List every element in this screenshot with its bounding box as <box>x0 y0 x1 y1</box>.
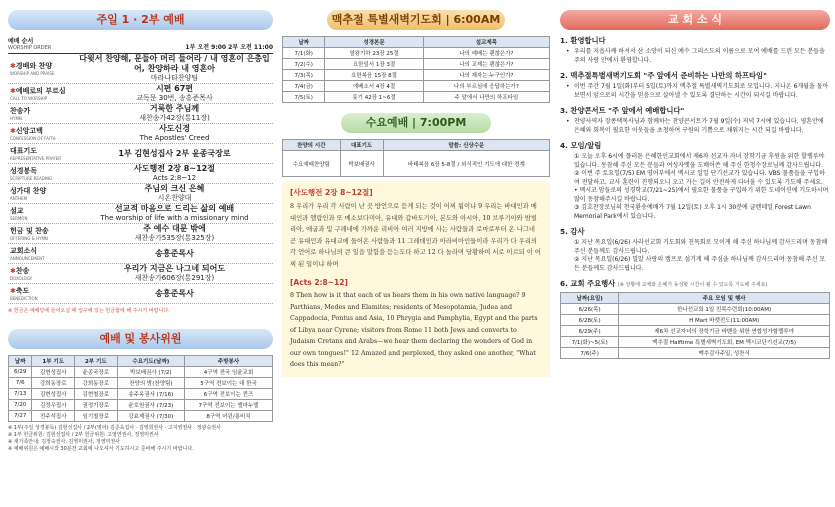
worship-item-sub: 마라나타찬양팀 <box>150 74 199 82</box>
table-row <box>9 378 273 389</box>
table-cell: 8구역 어윈/롱비치 <box>185 411 273 422</box>
worship-item-title: 교회소식 <box>10 247 38 255</box>
worship-item-content <box>76 289 273 299</box>
table-cell: 권정기장로 <box>75 400 118 411</box>
worship-item <box>8 284 273 304</box>
table-header: 대표기도 <box>340 140 383 151</box>
table-cell: 박보배권사 (7/2) <box>117 367 184 378</box>
order-header <box>8 36 273 51</box>
middle-column <box>282 0 550 507</box>
worship-item-en: REPRESENTATIVE PRAYER <box>10 156 62 161</box>
worship-item-label <box>8 86 76 101</box>
worship-item-sub: 새찬송가606장(통291장) <box>134 274 215 282</box>
worship-item-title: ✱예배로의 부르심 <box>10 87 66 95</box>
news-heading-2: 2. 맥추절특별새벽기도회 "주 앞에서 준비하는 나만의 하프타임" <box>560 71 767 80</box>
worship-item-main: 송흥준목사 <box>155 288 194 298</box>
table-cell: 맥추감사주일, 성찬식 <box>619 348 830 359</box>
worship-item-label <box>8 166 76 181</box>
table-header: 주방봉사 <box>185 356 273 367</box>
news-heading-3: 3. 찬양콘서트 "주 앞에서 예배합니다" <box>560 106 685 115</box>
worship-item-sub: Acts 2:8~12 <box>152 174 197 182</box>
scripture-ko-title: [사도행전 2장 8~12절] <box>290 188 373 197</box>
worship-item-title: 헌금 및 찬송 <box>10 227 49 235</box>
worship-item <box>8 164 273 184</box>
worship-item-main: 사도신경 <box>159 124 190 133</box>
table-cell: 7/4(금) <box>283 81 325 92</box>
worship-item-label <box>8 246 76 261</box>
table-cell: 7/2(수) <box>283 59 325 70</box>
table-row <box>283 70 550 81</box>
offering-note: ※ 헌금은 예배당에 들어오실 때 입구에 있는 헌금함에 해 주시기 바랍니다. <box>8 308 170 314</box>
table-cell: 7/6(주) <box>561 348 619 359</box>
table-cell: 강효제권사 (7/30) <box>117 411 184 422</box>
worship-list <box>8 53 273 304</box>
news-heading-1: 1. 환영합니다 <box>560 36 606 45</box>
worship-banner: 주일 1 · 2부 예배 <box>8 10 273 30</box>
table-header: 날짜 <box>283 37 325 48</box>
worship-item <box>8 184 273 204</box>
table-cell: 에베소서 4장 4절 <box>325 81 423 92</box>
worship-item-sub: 시온찬양대 <box>157 194 192 202</box>
star-icon: ✱ <box>10 62 16 70</box>
table-header: 찬양의 시간 <box>283 140 341 151</box>
worship-item-en: HYMN <box>10 116 22 121</box>
worship-item-main: 1부 김현성집사 2부 윤종국장로 <box>118 148 231 158</box>
duty-note: ※ 예배위원은 예배시작 30분전 교회에 나오셔서 기도하시고 준비해 주시기 바랍니다. <box>8 446 194 452</box>
worship-item <box>8 124 273 144</box>
table-header: 1부 기도 <box>32 356 75 367</box>
table-cell: 박보배권사 <box>340 151 383 177</box>
worship-item-label <box>8 186 76 201</box>
table-cell: 나의 부르심에 응답하는가? <box>423 81 549 92</box>
worship-item <box>8 104 273 124</box>
worship-item-main: 송흥준목사 <box>155 248 194 258</box>
table-row <box>9 400 273 411</box>
duty-note: ※ 1부 헌금위원: 김현성집사 / 2부 헌금위원: 고영연권사, 정영미권사 <box>8 432 159 438</box>
star-icon: ✱ <box>10 287 16 295</box>
order-label-en: WORSHIP ORDER <box>8 45 52 51</box>
worship-item-main: 우리가 지금은 나그네 되어도 <box>123 264 226 273</box>
worship-item-label <box>8 226 76 241</box>
worship-item-sub: 새찬송가42장(통11장) <box>139 114 210 122</box>
table-cell: 제6차 선교자녀의 장학기금 바벤을 위한 연합성가할렐루야 <box>619 326 830 337</box>
table-row <box>561 337 830 348</box>
table-cell: 맥추절 Halftime 특별새벽기도회, EM 멕시코단기선교(7/5) <box>619 337 830 348</box>
table-cell: 열왕기하 23장 25절 <box>325 48 423 59</box>
worship-item-main: 사도행전 2장 8~12절 <box>134 164 215 173</box>
worship-item-content <box>76 54 273 83</box>
news-column <box>560 0 830 507</box>
worship-item-title: 대표기도 <box>10 147 38 155</box>
table-cell: 나의 교제는 괜찮은가? <box>423 59 549 70</box>
table-cell: 7/27 <box>9 411 32 422</box>
worship-item-label <box>8 206 76 221</box>
worship-item-title: 성가대 찬양 <box>10 187 47 195</box>
table-cell: 전주석집사 <box>32 411 75 422</box>
duty-banner: 예배 및 봉사위원 <box>8 329 273 349</box>
worship-item <box>8 244 273 264</box>
table-cell: 임기철장로 <box>75 411 118 422</box>
duty-table <box>8 355 273 422</box>
dawn-banner: 맥추절 특별새벽기도회 | 6:00AM <box>327 10 505 30</box>
worship-item-content <box>76 164 273 183</box>
worship-item-content <box>76 124 273 143</box>
worship-item-content <box>76 84 273 103</box>
table-header: 날짜 <box>9 356 32 367</box>
table-cell: 6구역 전보이는 퀸즈 <box>185 389 273 400</box>
news-heading-6: 6. 교회 주요행사 (※ 상황에 교체와 은혜가 동성할 시간이 될 수 있도록 기도해 주세요) <box>560 279 768 288</box>
scripture-box <box>282 181 550 377</box>
table-row <box>283 81 550 92</box>
worship-item-sub: 새찬송가535장(통325장) <box>134 234 215 242</box>
table-cell: 김현성집사 <box>32 367 75 378</box>
news-heading-4: 4. 모임/알림 <box>560 141 602 150</box>
table-cell: 7/6 <box>9 378 32 389</box>
table-cell: 나의 예배는 괜찮은가? <box>423 48 549 59</box>
table-header: 주요 모임 및 행사 <box>619 293 830 304</box>
table-header: 성경본문 <box>325 37 423 48</box>
table-cell: 4구역 전국 임윤교회 <box>185 367 273 378</box>
table-cell: 7/13 <box>9 389 32 400</box>
table-cell: 김정우집사 <box>32 400 75 411</box>
worship-item-main: 선교적 마음으로 드리는 삶의 예배 <box>114 204 235 213</box>
wednesday-banner: 수요예배 | 7:00PM <box>341 113 491 133</box>
table-header: 말씀: 신상수운 <box>383 140 549 151</box>
table-cell: 강희동장로 <box>32 378 75 389</box>
table-row <box>561 348 830 359</box>
worship-item <box>8 224 273 244</box>
worship-item-title: ✱축도 <box>10 287 30 295</box>
news-list-4 <box>560 153 830 221</box>
table-cell: 바태복음 6장 5-8절 / 외식적인 기도에 대한 경계 <box>383 151 549 177</box>
star-icon: ✱ <box>10 87 16 95</box>
worship-item-main: 주님의 크신 은혜 <box>144 184 205 193</box>
worship-item-title: 찬송가 <box>10 107 31 115</box>
worship-item-content <box>76 204 273 223</box>
worship-item-label <box>8 146 76 161</box>
table-row <box>9 367 273 378</box>
table-cell: 7/1(화) <box>283 48 325 59</box>
worship-item-title: 설교 <box>10 207 24 215</box>
table-row <box>561 304 830 315</box>
service-times: 1부 오전 9:00 2부 오전 11:00 <box>185 44 273 51</box>
worship-item-label <box>8 126 76 141</box>
table-cell: 한나선교회 1일 친목수련회(10:00AM) <box>619 304 830 315</box>
table-cell: 윤종국장로 <box>75 367 118 378</box>
star-icon: ✱ <box>10 267 16 275</box>
table-row <box>9 411 273 422</box>
worship-item-label <box>8 286 76 301</box>
events-table <box>560 292 830 359</box>
table-cell: 윤호원권사 (7/23) <box>117 400 184 411</box>
table-cell: 요한복음 15장 8절 <box>325 70 423 81</box>
star-icon: ✱ <box>10 127 16 135</box>
worship-item-content <box>76 184 273 203</box>
news-heading-5: 5. 감사 <box>560 227 585 236</box>
worship-item-sub: The Apostles' Creed <box>139 134 210 142</box>
worship-item <box>8 144 273 164</box>
wednesday-table <box>282 139 550 177</box>
table-cell: 룻기 42장 1~6절 <box>325 92 423 103</box>
news-item: ② 이번 주 토요일(7/5) EM 영어부에서 멕시코 일일 단기선교가 있습니다. VBS 물품들을 구입하여 전달하고, 교사 훈련이 진행되오니 오고 가는 길이 안전하게 다녀올 수 있도록 기도해 주세요. <box>574 170 825 186</box>
table-cell: 5구역 전보이는 대 한국 <box>185 378 273 389</box>
worship-item <box>8 264 273 284</box>
worship-item-label <box>8 61 76 76</box>
duty-note: ※ 새가족안내: 김정숙권사, 김영미권사, 정영미권사 <box>8 439 121 445</box>
table-cell: 김현성집사 <box>32 389 75 400</box>
news-text-3: • 찬양사역자 장종택목사님과 함께하는 찬양콘서트가 7월 9일(수) 저녁 7시에 있습니다. 영혼안에 은혜와 회복이 필요한 이웃들을 초청하여 구원의 기쁨으로 채워지는 시간 되길 바랍니다. <box>574 118 830 135</box>
duty-notes <box>8 425 273 453</box>
worship-item-label <box>8 266 76 281</box>
news-item: ② 지난 목요일(6/26) 밀알 사랑의 캠프로 섬기게 해 주심을 하나님께 감사드리며 동참해 주신 모든 분들께도 감사드립니다. <box>574 256 826 272</box>
worship-item-content <box>76 249 273 259</box>
worship-item-en: BENEDICTION <box>10 296 38 301</box>
table-row <box>283 59 550 70</box>
worship-item-main: 다윗서 찬양해, 문들아 머리 들어라 / 내 영혼이 은총입어, 찬양하라 내 영혼아 <box>79 54 270 73</box>
scripture-en-text: 8 Then how is it that each of us hears them in his own native language? 9 Parthians, Medes and Elamites; residents of Mesopotamia, Judea and Cappadocia, Pontus and Asia, 10 Phrygia and Pamphylia, Egypt and the parts of Libya near Cyrene; visitors from Rome 11 both Jews and converts to Judaism Cretans and Arabs—we hear them declaring the wonders of God in our own tongues!" 12 Amazed and perplexed, they asked one another, "What does this mean?" <box>290 292 538 368</box>
news-list-5 <box>560 239 830 273</box>
table-row <box>283 92 550 103</box>
table-cell: 주 앞에서 나만의 하프타임 <box>423 92 549 103</box>
worship-item <box>8 54 273 84</box>
table-cell: 찬양의 밤(찬양팀) <box>117 378 184 389</box>
table-row <box>9 389 273 400</box>
table-cell: 6/29(주) <box>561 326 619 337</box>
worship-item-en: CALL TO WORSHIP <box>10 96 48 101</box>
table-cell: 7/20 <box>9 400 32 411</box>
worship-item <box>8 204 273 224</box>
worship-item-en: ANNOUNCEMENT <box>10 256 45 261</box>
worship-item-label <box>8 106 76 121</box>
worship-item-sub: 교독문 30번, 송흥준목사 <box>136 94 213 102</box>
worship-item-sub: The worship of life with a missionary mind <box>100 214 249 222</box>
table-cell: 7구역 전보이는 엘마누엘 <box>185 400 273 411</box>
table-cell: 7/5(토) <box>283 92 325 103</box>
worship-item-en: ANTHEM <box>10 196 28 201</box>
table-header: 설교제목 <box>423 37 549 48</box>
worship-item-title: ✱찬송 <box>10 267 30 275</box>
table-cell: 6/29 <box>9 367 32 378</box>
worship-item-en: SERMON <box>10 216 28 221</box>
duty-note: ※ 1부(주일 성경봉독) 김현성집사 / 2부(영어) 김준욱집사 · 김영희권사 · 고지영권사 · 정광숙권사 <box>8 425 221 431</box>
table-cell: 수요예배찬양팀 <box>283 151 341 177</box>
table-cell: 송주옥권사 (7/16) <box>117 389 184 400</box>
worship-item-main: 주 예수 대문 밖에 <box>143 224 206 233</box>
table-cell: 6/26(목) <box>561 304 619 315</box>
worship-item-title: ✱신앙고백 <box>10 127 43 135</box>
order-label: 예배 순서 <box>8 38 34 45</box>
worship-item-content <box>76 224 273 243</box>
table-cell: 나의 제자는 누구인가? <box>423 70 549 81</box>
table-cell: 7/1(화)~5(토) <box>561 337 619 348</box>
scripture-ko-text: 8 우리가 우리 각 사람이 난 곳 방언으로 듣게 되는 것이 어찌 됨이냐 9 우리는 바대인과 메대인과 엘람인과 또 메소보다미아, 유대와 갑바도기아, 본도와 아시아, 10 브루기아와 밤빌리아, 애굽과 및 구레네에 가까운 리비아 여러 지방에 사는 사람들과 로마로부터 온 나그네 곧 유대인과 유대교에 들어온 사람들과 11 그레데인과 아라비아인들이라 우리가 다 우리의 각 언어로 하나님의 큰 일을 말함을 듣는도다 하고 12 다 놀라며 당황하여 서로 이르되 이 어찌 된 일이냐 하며 <box>290 203 541 268</box>
table-cell: 7/3(목) <box>283 70 325 81</box>
table-cell: H Mart 바캣전도(11:00AM) <box>619 315 830 326</box>
worship-item-en: SCRIPTURE READING <box>10 176 53 181</box>
worship-item-main: 시편 67편 <box>155 84 194 93</box>
table-row <box>561 315 830 326</box>
news-item: ① 지난 목요일(6/26) 사라선교회 기도회와 친목회로 모이게 해 주신 하나님께 감사드리며 동참해 주신 분들께도 감사드립니다. <box>574 239 828 255</box>
news-banner: 교 회 소 식 <box>560 10 830 30</box>
table-cell: 요한일서 1장 3절 <box>325 59 423 70</box>
news-text-2: • 이번 주간 7월 1일(화)부터 5일(토)까지 맥추절 특별새벽기도회로 모입니다. 지나온 6개월을 돌아보면서 앞으로의 시간을 믿음으로 살아낼 수 있도록 결단하는 시간이 되시길 바랍니다. <box>574 83 830 100</box>
table-row <box>561 326 830 337</box>
worship-item-en: CONFESSION OF FAITH <box>10 136 56 141</box>
dawn-table <box>282 36 550 103</box>
table-cell: 6/28(토) <box>561 315 619 326</box>
table-header: 수요기도(날짜) <box>117 356 184 367</box>
scripture-en-title: [Acts 2:8~12] <box>290 278 348 287</box>
news-item: ③ 김호찬장로님의 천국환송예배가 7월 12일(토) 오후 1시 30분에 글렌데일 Forest Lawn Memorial Park에서 있습니다. <box>574 204 811 220</box>
worship-item-content <box>76 149 273 159</box>
worship-item-en: DOXOLOGY <box>10 276 33 281</box>
table-row <box>283 48 550 59</box>
worship-order-column <box>8 0 273 507</box>
worship-item-en: OFFERING & HYMN <box>10 236 48 241</box>
worship-item <box>8 84 273 104</box>
news-item: • 멕시코 맘들로의 성경학교(7/21~25)에서 필요한 물품을 구입하기 위한 도네이션에 기도하시며 많이 동참해주시길 바랍니다. <box>574 187 829 203</box>
worship-item-title: ✱경배와 찬양 <box>10 62 53 70</box>
news-item: ① 오늘 오후 6시에 플러튼 은혜한인교회에서 제6차 선교자 자녀 장학기금 후원을 위한 할렐루야 있습니다. 동참해 주신 모든 분들과 여성자멧을 도배어쓴 해 주신 한청수장로님께 감사드립니다. <box>574 153 825 169</box>
worship-item-content <box>76 264 273 283</box>
worship-item-title: 성경봉독 <box>10 167 38 175</box>
worship-item-content <box>76 104 273 123</box>
news-text-1: • 우리를 지옵사께 하셔서 산 소망이 되신 예수 그리스도의 이름으로 모여 예배를 드린 모든 분들을 주의 사랑 안에서 환영합니다. <box>574 48 830 65</box>
worship-item-en: WORSHIP AND PRAISE <box>10 71 55 76</box>
worship-item-main: 거룩한 주님께 <box>149 104 200 113</box>
table-cell: 강희동장로 <box>75 378 118 389</box>
table-cell: 김현철장로 <box>75 389 118 400</box>
table-header: 2부 기도 <box>75 356 118 367</box>
table-header: 날짜(요일) <box>561 293 619 304</box>
